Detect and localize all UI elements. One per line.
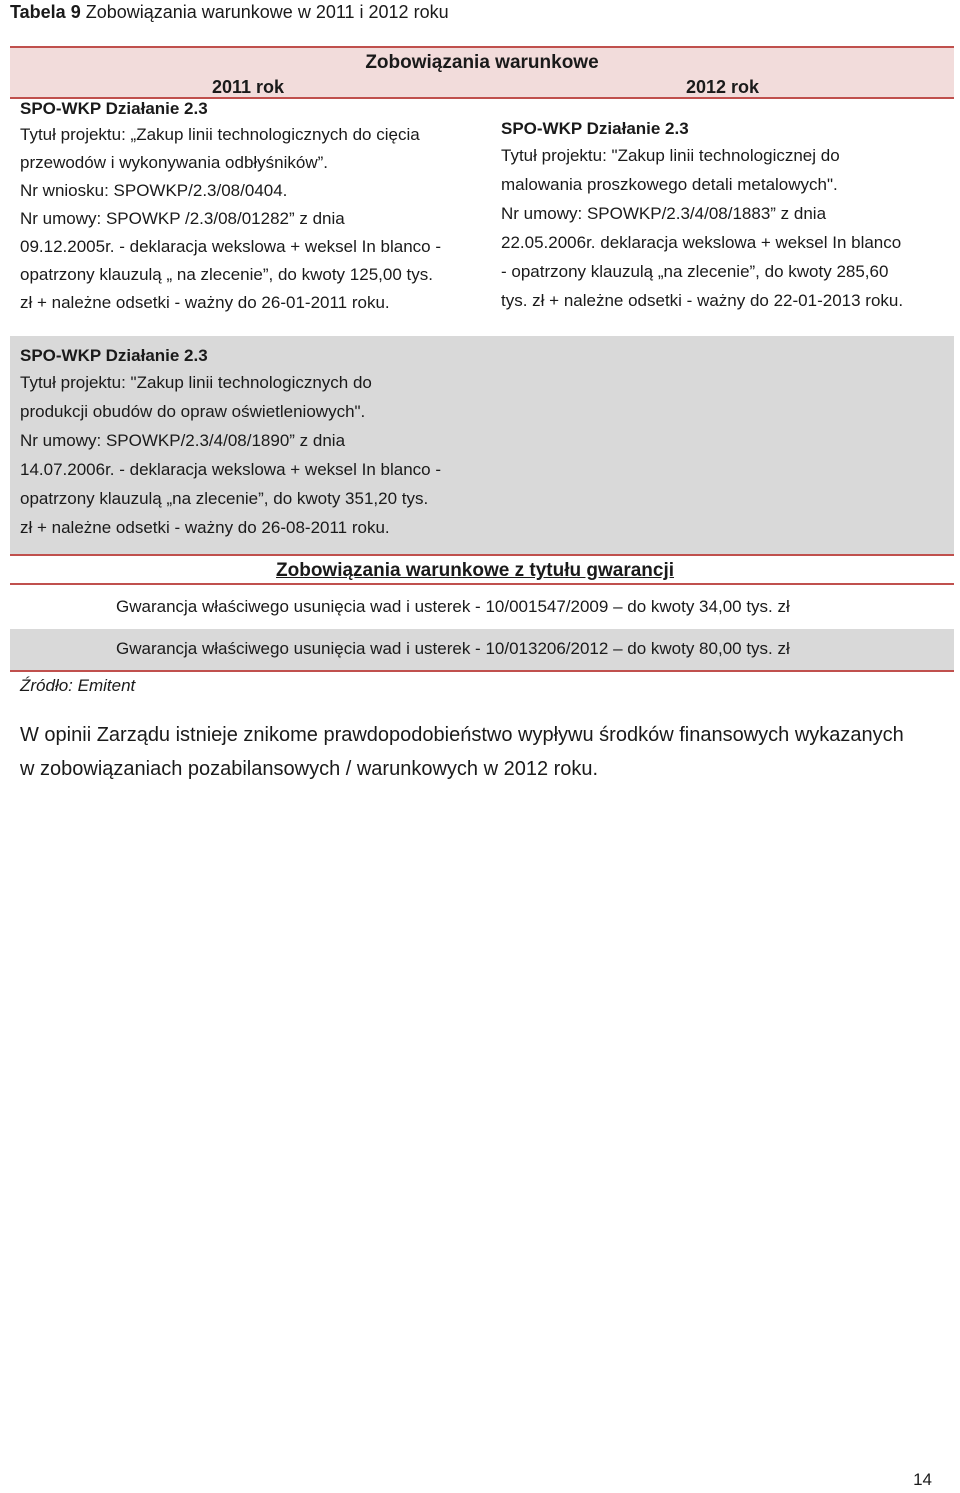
table-caption-title: Zobowiązania warunkowe w 2011 i 2012 roku — [80, 2, 449, 22]
column-header-2012: 2012 rok — [686, 77, 760, 97]
table-header — [10, 46, 954, 99]
cell-line: produkcji obudów do opraw oświetleniowych". — [20, 402, 366, 421]
table-cell-2012 — [501, 117, 903, 315]
cell-line: zł + należne odsetki - ważny do 26-08-2011 roku. — [20, 518, 390, 537]
cell-line: Nr wniosku: SPOWKP/2.3/08/0404. — [20, 181, 288, 200]
cell-line: Nr umowy: SPOWKP /2.3/08/01282” z dnia — [20, 209, 345, 228]
cell-heading: SPO-WKP Działanie 2.3 — [20, 99, 208, 118]
table-header-title: Zobowiązania warunkowe — [365, 52, 599, 73]
cell-line: Tytuł projektu: "Zakup linii technologicznej do — [501, 146, 840, 165]
cell-line: przewodów i wykonywania odbłyśników”. — [20, 153, 329, 172]
guarantee-text: Gwarancja właściwego usunięcia wad i usterek - 10/001547/2009 – do kwoty 34,00 tys. zł — [116, 597, 790, 616]
cell-line: 22.05.2006r. deklaracja wekslowa + weksel In blanco — [501, 233, 902, 252]
cell-line: malowania proszkowego detali metalowych". — [501, 175, 838, 194]
column-header-2011: 2011 rok — [212, 77, 285, 97]
cell-line: zł + należne odsetki - ważny do 26-01-2011 roku. — [20, 293, 390, 312]
cell-line: Nr umowy: SPOWKP/2.3/4/08/1890” z dnia — [20, 431, 346, 450]
table-row — [10, 336, 954, 554]
cell-line: tys. zł + należne odsetki - ważny do 22-01-2013 roku. — [501, 291, 904, 310]
cell-line: opatrzony klauzulą „ na zlecenie”, do kwoty 125,00 tys. — [20, 265, 433, 284]
table-caption-label: Tabela 9 — [10, 2, 81, 22]
paragraph-line: W opinii Zarządu istnieje znikome prawdopodobieństwo wypływu środków finansowych wykazanych — [20, 724, 904, 746]
guarantee-row — [10, 585, 954, 629]
cell-line: - opatrzony klauzulą „na zlecenie”, do kwoty 285,60 — [501, 262, 889, 281]
cell-line: 09.12.2005r. - deklaracja wekslowa + weksel In blanco - — [20, 237, 441, 256]
guarantee-text: Gwarancja właściwego usunięcia wad i usterek - 10/013206/2012 – do kwoty 80,00 tys. zł — [116, 639, 790, 658]
cell-heading: SPO-WKP Działanie 2.3 — [501, 119, 689, 138]
table-caption — [10, 0, 449, 24]
table-source: Źródło: Emitent — [20, 676, 136, 695]
table-row — [10, 99, 954, 336]
cell-line: Tytuł projektu: "Zakup linii technologicznych do — [20, 373, 372, 392]
guarantees-title: Zobowiązania warunkowe z tytułu gwarancji — [276, 560, 675, 581]
paragraph-line: w zobowiązaniach pozabilansowych / warunkowych w 2012 roku. — [20, 758, 599, 780]
body-paragraph — [20, 718, 950, 786]
cell-line: Tytuł projektu: „Zakup linii technologicznych do cięcia — [20, 125, 420, 144]
cell-heading: SPO-WKP Działanie 2.3 — [20, 346, 208, 365]
guarantee-row — [10, 629, 954, 672]
guarantees-header — [10, 554, 954, 585]
cell-line: opatrzony klauzulą „na zlecenie”, do kwoty 351,20 tys. — [20, 489, 429, 508]
page-number: 14 — [913, 1470, 932, 1489]
table-cell-2011 — [20, 344, 441, 542]
table-cell-2011 — [20, 97, 441, 317]
cell-line: Nr umowy: SPOWKP/2.3/4/08/1883” z dnia — [501, 204, 827, 223]
cell-line: 14.07.2006r. - deklaracja wekslowa + weksel In blanco - — [20, 460, 441, 479]
